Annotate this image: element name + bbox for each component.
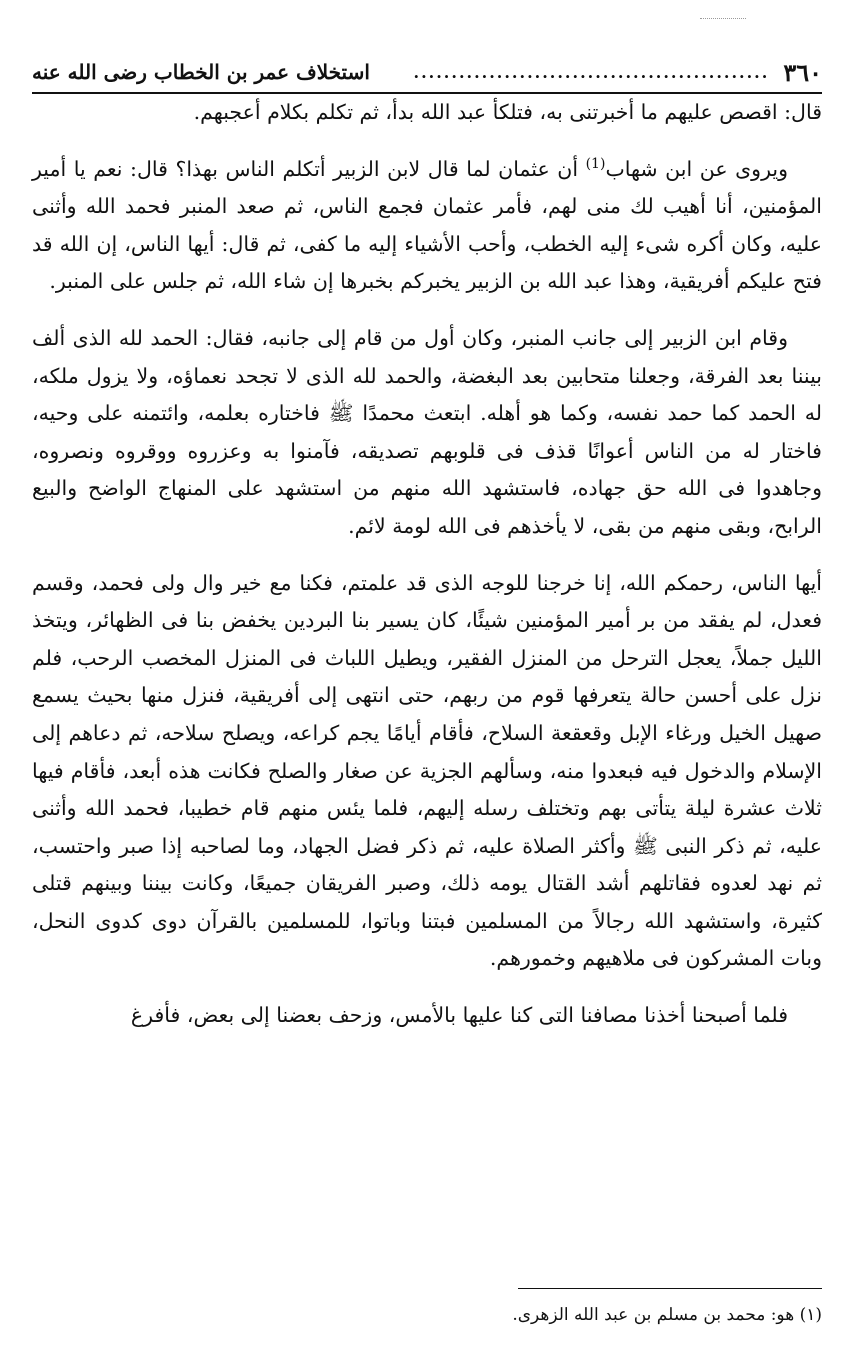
footnote-separator	[518, 1288, 822, 1289]
paragraph-text: أن عثمان لما قال لابن الزبير أتكلم الناس بهذا؟ قال: نعم يا أمير المؤمنين، أنا أهيب لك منى لهم، فأمر عثمان فجمع الناس، ثم صعد المنبر فحمد الله وأثنى عليه، وكان أكره شىء إليه الخطب، وأحب الأشياء إليه ما كفى، ثم قال: أيها الناس، إن الله قد فتح عليكم أفريقية، وهذا عبد الله بن الزبير يخبركم بخبرها إن شاء الله، ثم جلس على المنبر.	[32, 156, 822, 294]
paragraph-continuation: قال: اقصص عليهم ما أخبرتنى به، فتلكأ عبد الله بدأ، ثم تكلم بكلام أعجبهم.	[193, 100, 822, 124]
footnote: (١) هو: محمد بن مسلم بن عبد الله الزهرى.	[512, 1305, 822, 1325]
page-number: ٣٦٠	[783, 57, 822, 87]
paragraph-text: ويروى عن ابن شهاب	[605, 156, 788, 181]
header-dot-leader: ...............................................	[413, 62, 770, 82]
paragraph-ibn-zubair-speech: وقام ابن الزبير إلى جانب المنبر، وكان أول من قام إلى جانبه، فقال: الحمد لله الذى ألف بيننا بعد الفرقة، وجعلنا متحابين بعد البغضة، والحمد لله الذى لا تجحد نعماؤه، ولا يزول ملكه، له الحمد كما حمد نفسه، وكما هو أهله. ابتعث محمدًا ﷺ فاختاره بعلمه، وائتمنه على وحيه، فاختار له من الناس أعوانًا قذف فى قلوبهم تصديقه، فآمنوا به وعزروه ووقروه ونصروه، وجاهدوا فى الله حق جهاده، فاستشهد الله منهم من استشهد على المنهاج الواضح والبيع الرابح، وبقى منهم من بقى، لا يأخذهم فى الله لومة لائم.	[32, 325, 822, 538]
main-text	[32, 94, 822, 1054]
scan-corner-mark	[700, 18, 746, 21]
running-header	[32, 52, 822, 94]
footnote-reference: (1)	[585, 155, 606, 172]
paragraph-ibn-shihab	[32, 151, 822, 301]
header-title: استخلاف عمر بن الخطاب رضى الله عنه	[32, 60, 370, 84]
paragraph-morning: فلما أصبحنا أخذنا مصافنا التى كنا عليها بالأمس، وزحف بعضنا إلى بعض، فأفرغ	[130, 1003, 788, 1028]
paragraph-ayyuha-an-nas: أيها الناس، رحمكم الله، إنا خرجنا للوجه الذى قد علمتم، فكنا مع خير وال ولى فحمد، وقسم فعدل، لم يفقد من بر أمير المؤمنين شيئًا، كان يسير بنا البردين يخفض بنا فى الظهائر، ويتخذ الليل جملاً، يعجل الترحل من المنزل الفقير، ويطيل اللباث فى المنزل المخصب الرحب، فلم نزل على أحسن حالة يتعرفها قوم من ربهم، حتى انتهى إلى أفريقية، فنزل منها بحيث يسمع صهيل الخيل ورغاء الإبل وقعقعة السلاح، فأقام أيامًا يجم كراعه، ويصلح سلاحه، ثم دعاهم إلى الإسلام والدخول فيه فبعدوا منه، وسألهم الجزية عن صغار والصلح فكانت هذه أبعد، فأقام فيها ثلاث عشرة ليلة يتأتى بهم وتختلف رسله إليهم، فلما يئس منهم قام خطيبا، فحمد الله وأثنى عليه، ثم ذكر النبى ﷺ وأكثر الصلاة عليه، ثم ذكر فضل الجهاد، وما لصاحبه إذا صبر واحتسب، ثم نهد لعدوه فقاتلهم أشد القتال يومه ذلك، وصبر الفريقان جميعًا، وكانت بيننا وبينهم قتلى كثيرة، واستشهد الله رجالاً من المسلمين فبتنا وباتوا، للمسلمين بالقرآن دوى كدوى النحل، وبات المشركون فى ملاهيهم وخمورهم.	[32, 570, 822, 971]
